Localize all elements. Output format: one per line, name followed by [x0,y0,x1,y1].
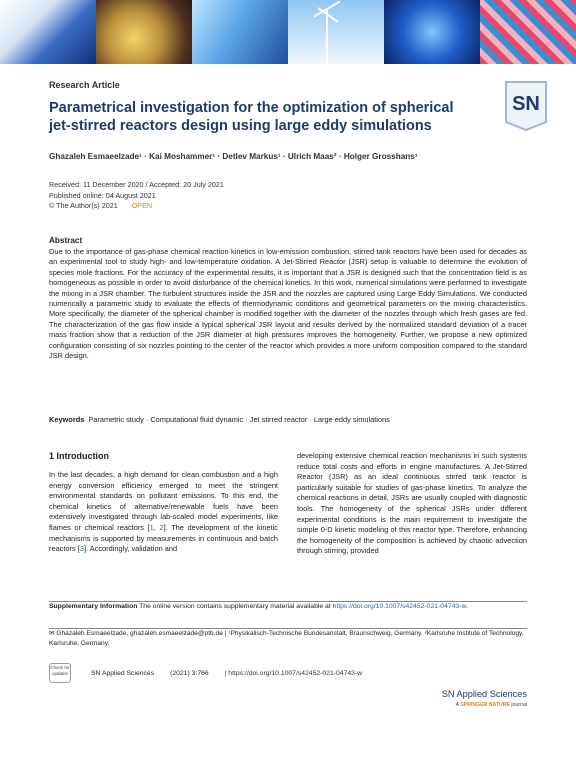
publication-dates [49,180,224,212]
page-footer [49,663,362,683]
publisher-brand [400,702,527,708]
intro-column-right: developing extensive chemical reaction mechanisms in such systems reduce total costs and efforts in engine manufactures. A Jet-Stirred Reactor (JSR) as an ideal continuous stirred tank reactor is particularly suitable for studies of gas-phase kinetics. To analyze the chemical reactions in detail, JSRs are usually coupled with diagnostic tools. The homogeneity of the spherical JSRs under different experimental conditions is the main requirement to investigate the simple 0-D kinetic modeling of this reactor type. Therefore, enhancing the homogeneity of the composition is achieved by chaotic advection through stirring, provided [297,451,527,556]
banner-panel [288,0,384,64]
article-title: Parametrical investigation for the optimization of spherical jet-stirred reactors design using large eddy simulations [49,100,454,134]
keywords-label: Keywords [49,415,85,424]
banner-panel [384,0,480,64]
author-list: Ghazaleh Esmaeelzade¹ · Kai Moshammer¹ · Detlev Markus¹ · Ulrich Maas² · Holger Grosshans¹ [49,152,418,161]
intro-column-left [49,470,278,555]
copyright-line [49,201,224,212]
section-heading-introduction: 1 Introduction [49,451,109,461]
journal-brand: SN Applied Sciences [441,689,527,699]
intro-text: ]. The development of the kinetic mechanisms is supported by measurements in continuous and batch reactors [ [49,522,279,554]
banner-panel [96,0,192,64]
footer-journal: SN Applied Sciences [91,669,155,677]
received-date: Received: 11 December 2020 / Accepted: 20 July 2021 [49,180,224,189]
published-date: Published online: 04 August 2021 [49,190,156,200]
intro-text: In the last decades, a high demand for clean combustion and a high energy conversion efficiency emerged to meet the stringent environmental standards on pollutant emissions. To this end, the chemical kinetics of alternative/renewable fuels have been extensively investigated through lab-scaled model experiments, like flames or chemical reactors [ [49,470,278,532]
footer-doi-link[interactable]: | https://doi.org/10.1007/s42452-021-04743-w [224,669,363,677]
keywords-line [49,415,390,424]
publisher-prefix: A [455,702,459,708]
abstract-heading: Abstract [49,236,83,245]
wind-turbine-icon [326,10,328,64]
banner-panel [192,0,288,64]
citation-link[interactable]: 3 [79,544,84,554]
banner-panel [480,0,576,64]
publisher-suffix: journal [511,702,527,708]
supplementary-label: Supplementary Information [49,603,138,610]
citation-link[interactable]: 1 [149,522,154,532]
abstract-text: Due to the importance of gas-phase chemical reaction kinetics in low-emission combustion, stirred tank reactors have been used for decades as an experimental tool to study high- and low-temperature oxidation. A Jet-Stirred Reactor (JSR) setup is valuable to determine the evolution of species mole fractions. For the accuracy of the experimental results, it is important that a JSR is designed such that the concentration field is as homogeneous as possible in order to avoid disturbance of the chemical kinetics. In this work, numerical simulations were performed to investigate the mixing in a JSR chamber. The turbulent structures inside the JSR and the nozzles are captured using Large Eddy Simulations. We conducted numerically a parametric study to evaluate the effects of thermodynamic conditions and geometrical parameters on the mixing characteristics. More specifically, the diameter of the spherical chamber is modified together with the diameter of the nozzles through which fresh gases are fed. The characterization of the gas flow inside a typical spherical JSR layout and results derived by the normalized standard deviation of a tracer mass fraction show that a reduction of the JSR diameter at high pressures improves the homogeneity. Further, we propose a new optimized configuration consisting of six nozzles pointing to the center of the reactor which provides a more uniform composition compared to the standard JSR design. [49,247,527,361]
open-access-badge: OPEN [131,201,153,210]
banner-panel [0,0,96,64]
publisher-name: SPRINGER NATURE [460,702,510,708]
citation-link[interactable]: 2 [159,522,164,532]
footer-volume: (2021) 3:766 [170,669,209,677]
keywords-text: Parametric study · Computational fluid dynamic · Jet stirred reactor · Large eddy simulations [88,415,390,424]
sn-logo-icon [504,80,548,132]
author-affiliation: ✉ Ghazaleh Esmaeelzade, ghazaleh.esmaeelzade@ptb.de | ¹Physikalisch-Technische Bundesanstalt, Braunschweig, Germany. ²Karlsruhe Institute of Technology, Karlsruhe, Germany. [49,628,527,648]
citation-separator: , [153,522,160,532]
copyright-text: © The Author(s) 2021 [49,201,118,210]
article-type: Research Article [49,80,120,90]
supplementary-info [49,601,527,612]
supplementary-text: The online version contains supplementary material available at [139,603,331,610]
check-for-updates-button[interactable]: Check for updates [49,663,71,683]
intro-text: ]. Accordingly, validation and [83,544,178,554]
supplementary-link[interactable]: https://doi.org/10.1007/s42452-021-04743-w. [332,603,468,610]
header-banner-image [0,0,576,64]
sn-logo-text: SN [512,93,540,115]
